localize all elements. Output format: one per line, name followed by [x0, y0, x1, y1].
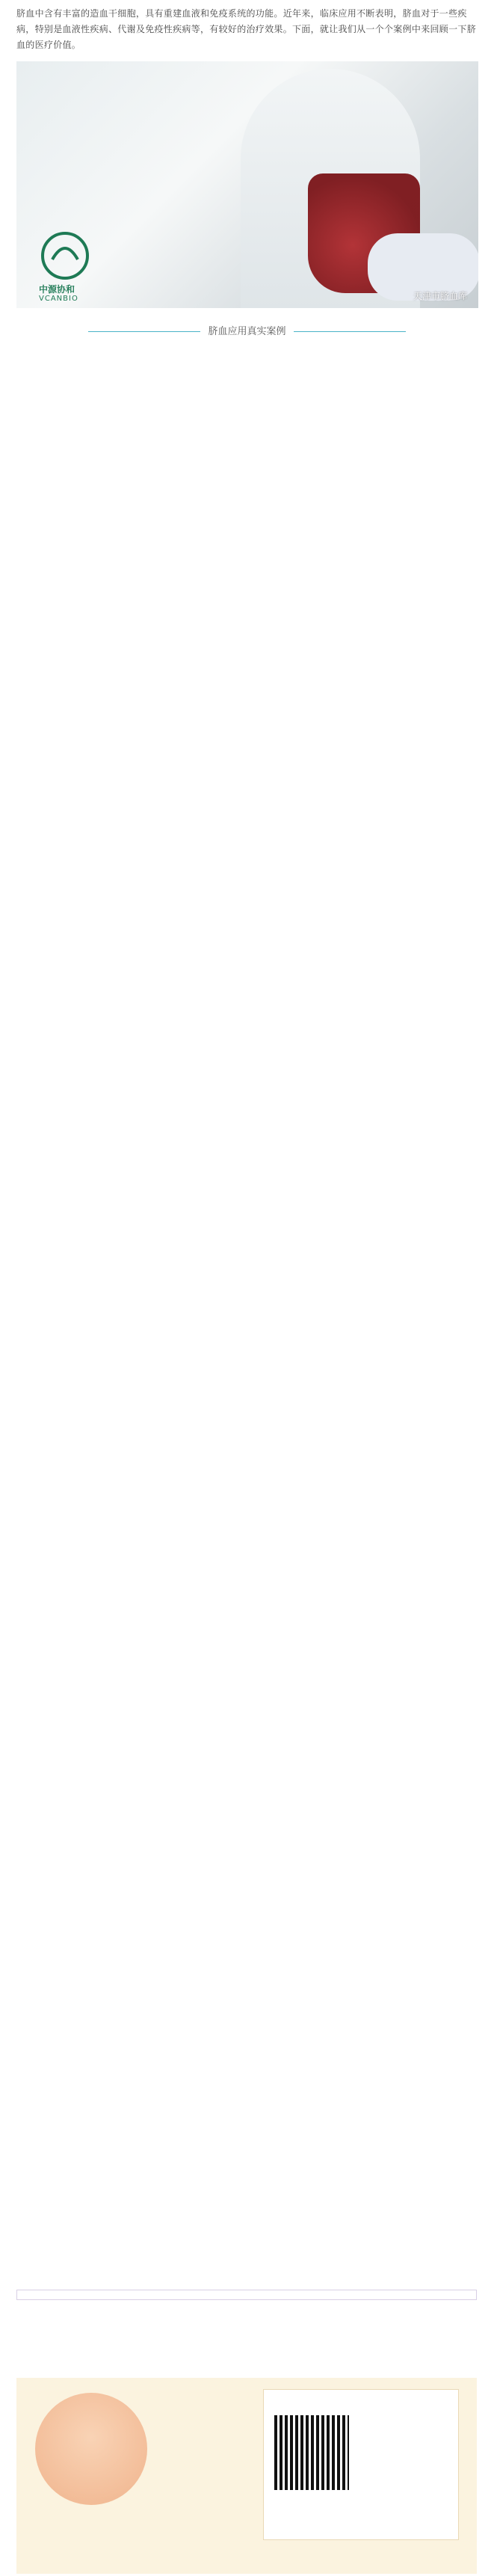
- image-watermark: 天津市脐血库: [413, 291, 467, 301]
- qr-code-icon[interactable]: [274, 2415, 349, 2490]
- section-title: [0, 323, 494, 337]
- vcanbio-logo-icon: [39, 230, 91, 282]
- hero-image: [16, 61, 478, 308]
- divider-right: [294, 331, 406, 332]
- logo-text: 中源协和: [39, 284, 75, 295]
- section-title-text: 脐血应用真实案例: [208, 326, 286, 337]
- baby-illustration: [35, 2393, 147, 2505]
- footer-note: [16, 2290, 477, 2300]
- logo-sub: VCANBIO: [39, 295, 78, 303]
- divider-left: [88, 331, 200, 332]
- promo-banner[interactable]: [16, 2378, 477, 2574]
- intro-text: 脐血中含有丰富的造血干细胞，具有重建血液和免疫系统的功能。近年来，临床应用不断表明，脐血对于一些疾病，特别是血液性疾病、代谢及免疫性疾病等，有较好的治疗效果。下面，就让我们从一个个案例中来回顾一下脐血的医疗价值。: [16, 8, 477, 50]
